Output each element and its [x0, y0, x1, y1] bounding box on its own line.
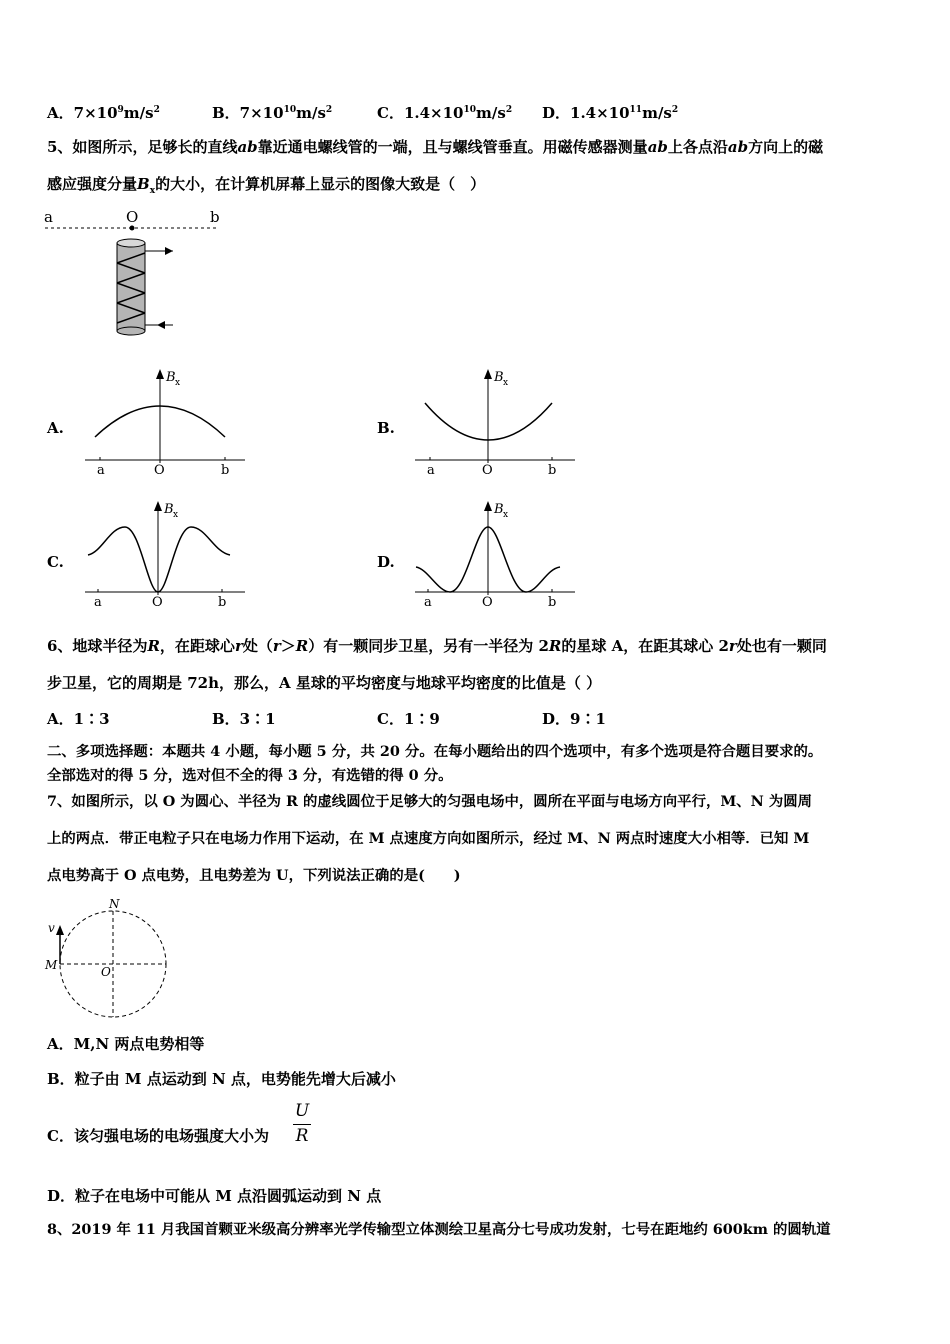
svg-text:B: B [494, 502, 504, 517]
fraction-numerator: U [294, 1101, 310, 1121]
q5-option-b-label: B. [377, 419, 395, 437]
q7-stem-line1: 7、如图所示，以 O 为圆心、半径为 R 的虚线圆位于足够大的匀强电场中，圆所在平面与电场方向平行，M、N 为圆周 [47, 793, 813, 810]
q7-option-a: A．M,N 两点电势相等 [47, 1035, 205, 1053]
q5-option-d-label: D. [377, 553, 395, 571]
svg-text:B: B [494, 370, 504, 385]
point-o [130, 226, 135, 231]
q8-stem-line1: 8、2019 年 11 月我国首颗亚米级高分辨率光学传输型立体测绘卫星高分七号成功发射，七号在距地约 600km 的圆轨道 [47, 1221, 831, 1238]
svg-text:b: b [218, 595, 227, 610]
svg-text:O: O [482, 595, 493, 610]
svg-text:v: v [48, 921, 55, 935]
q6-option-b: B．3∶1 [212, 710, 276, 728]
svg-text:a: a [424, 595, 432, 610]
q7-option-b: B．粒子由 M 点运动到 N 点，电势能先增大后减小 [47, 1070, 396, 1088]
q5-option-a-label: A. [47, 419, 64, 437]
svg-text:a: a [427, 463, 435, 478]
graph-a [80, 365, 250, 480]
solenoid-label-o: O [126, 208, 139, 226]
q7-stem-line3: 点电势高于 O 点电势，且电势差为 U，下列说法正确的是( ) [47, 867, 461, 884]
svg-text:M: M [45, 958, 58, 972]
fraction-bar [293, 1124, 311, 1125]
svg-text:O: O [154, 463, 165, 478]
svg-text:B: B [164, 502, 174, 517]
q6-stem-line2: 步卫星，它的周期是 72h，那么，A 星球的平均密度与地球平均密度的比值是（ ） [47, 674, 602, 692]
svg-text:O: O [152, 595, 163, 610]
q6-stem-line1: 6、地球半径为R，在距球心r处（r＞R）有一颗同步卫星，另有一半径为 2R的星球 A，在距其球心 2r处也有一颗同 [47, 637, 827, 655]
section2-heading-line1: 二、多项选择题：本题共 4 小题，每小题 5 分，共 20 分。在每小题给出的四个选项中，有多个选项是符合题目要求的。 [47, 743, 823, 760]
svg-text:x: x [175, 378, 181, 388]
q7-option-c: C．该匀强电场的电场强度大小为 [47, 1127, 269, 1145]
svg-text:b: b [548, 463, 557, 478]
graph-c [80, 497, 250, 612]
graph-d [410, 497, 580, 612]
svg-text:O: O [101, 965, 111, 979]
graph-b [410, 365, 580, 480]
q7-stem-line2: 上的两点．带正电粒子只在电场力作用下运动，在 M 点速度方向如图所示，经过 M、N 两点时速度大小相等．已知 M [47, 830, 810, 847]
q6-option-d: D．9∶1 [542, 710, 606, 728]
q5-stem-line1: 5、如图所示，足够长的直线ab靠近通电螺线管的一端，且与螺线管垂直。用磁传感器测量ab上各点沿ab方向上的磁 [47, 138, 824, 156]
svg-text:x: x [173, 510, 179, 520]
svg-text:b: b [548, 595, 557, 610]
solenoid-label-a: a [44, 208, 53, 226]
svg-text:N: N [109, 897, 120, 911]
q5-option-c-label: C. [47, 553, 64, 571]
q4-option-d: D．$1.4\times 10^{11}m/s^2$ [542, 104, 679, 122]
solenoid-label-b: b [210, 208, 220, 226]
svg-text:x: x [503, 378, 509, 388]
q7-option-d: D．粒子在电场中可能从 M 点沿圆弧运动到 N 点 [47, 1187, 382, 1205]
fraction-denominator: R [295, 1126, 309, 1146]
q4-option-c: C．$1.4\times 10^{10}m/s^2$ [377, 104, 513, 122]
svg-text:a: a [97, 463, 105, 478]
circle-field-figure [40, 895, 180, 1025]
q4-option-a: A．$7\times 10^9m/s^2$ [47, 104, 160, 122]
q5-stem-line2: 感应强度分量$B_x$的大小，在计算机屏幕上显示的图像大致是（ ） [47, 175, 486, 196]
q6-option-a: A．1∶3 [47, 710, 110, 728]
q4-option-b: B．$7\times 10^{10}m/s^2$ [212, 104, 333, 122]
svg-text:a: a [94, 595, 102, 610]
svg-text:B: B [166, 370, 176, 385]
svg-text:x: x [503, 510, 509, 520]
solenoid-figure [40, 205, 240, 345]
section2-heading-line2: 全部选对的得 5 分，选对但不全的得 3 分，有选错的得 0 分。 [47, 767, 453, 784]
q6-option-c: C．1∶9 [377, 710, 440, 728]
svg-text:b: b [221, 463, 230, 478]
svg-text:O: O [482, 463, 493, 478]
